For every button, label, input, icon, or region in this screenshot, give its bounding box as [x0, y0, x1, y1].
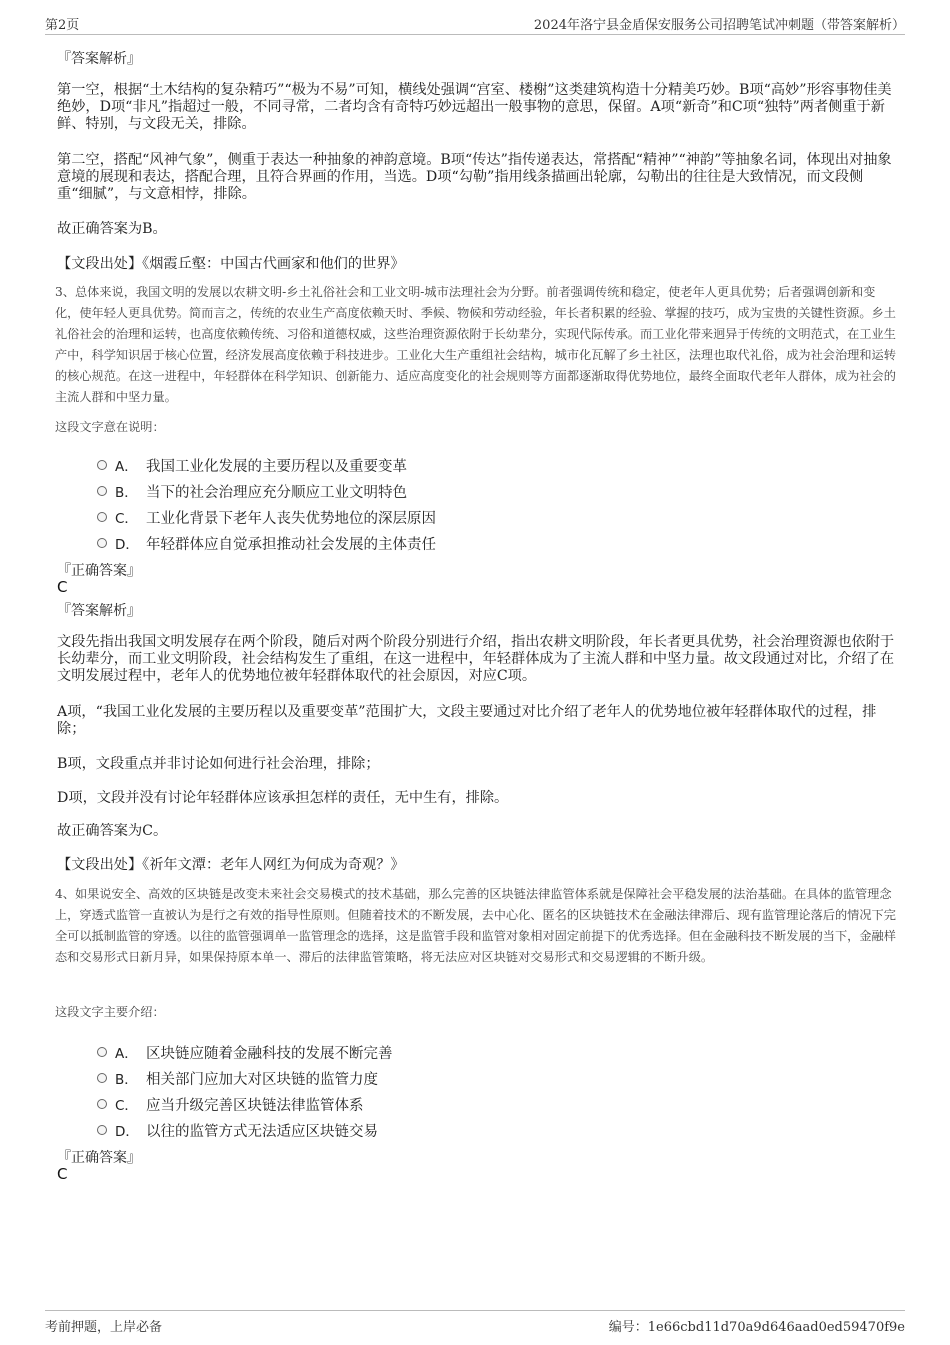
option-key: B．	[115, 1072, 138, 1088]
option-key: A．	[115, 459, 138, 475]
radio-icon[interactable]	[97, 512, 107, 522]
option-text: 以往的监管方式无法适应区块链交易	[146, 1124, 378, 1140]
q3-analysis-para4: D项，文段并没有讨论年轻群体应该承担怎样的责任，无中生有，排除。	[57, 790, 509, 806]
q3-answer: C	[57, 578, 68, 596]
option-text: 我国工业化发展的主要历程以及重要变革	[146, 459, 407, 475]
option-text: 应当升级完善区块链法律监管体系	[146, 1098, 364, 1114]
page-header	[45, 14, 905, 35]
q4-option-b[interactable]	[97, 1068, 857, 1088]
q4-prompt: 这段文字主要介绍：	[55, 1005, 165, 1019]
option-key: C．	[115, 511, 138, 527]
radio-icon[interactable]	[97, 1099, 107, 1109]
document-title: 2024年洛宁县金盾保安服务公司招聘笔试冲刺题（带答案解析）	[533, 18, 905, 33]
q2-source: 【文段出处】《烟霞丘壑：中国古代画家和他们的世界》	[57, 256, 405, 272]
q3-option-c[interactable]	[97, 507, 857, 527]
q3-option-b[interactable]	[97, 481, 857, 501]
option-key: A．	[115, 1046, 138, 1062]
q2-analysis-label: 『答案解析』	[57, 51, 141, 67]
q3-option-a[interactable]	[97, 455, 857, 475]
option-key: D．	[115, 537, 139, 553]
page-footer	[45, 1310, 905, 1335]
q3-analysis-para3: B项，文段重点并非讨论如何进行社会治理，排除；	[57, 756, 380, 772]
q4-answer-label: 『正确答案』	[57, 1150, 141, 1166]
q3-analysis-para1: 文段先指出我国文明发展存在两个阶段，随后对两个阶段分别进行介绍，指出农耕文明阶段，年长者更具优势，社会治理资源也依附于长幼辈分，而工业文明阶段，社会结构发生了重组，在这一进程中，年轻群体成为了主流人群和中坚力量。故文段通过对比，介绍了在文明发展过程中，老年人的优势地位被年轻群体取代的社会原因，对应C项。	[57, 634, 895, 684]
q3-source: 【文段出处】《祈年文潭：老年人网红为何成为奇观？》	[57, 857, 405, 873]
option-text: 当下的社会治理应充分顺应工业文明特色	[146, 485, 407, 501]
q2-analysis-para2: 第二空，搭配“风神气象”，侧重于表达一种抽象的神韵意境。B项“传达”指传递表达，常搭配“精神”“神韵”等抽象名词，体现出对抽象意境的展现和表达，搭配合理，且符合界画的作用，当选。D项“勾勒”指用线条描画出轮廓，勾勒出的往往是大致情况，而文段侧重“细腻”，与文意相悖，排除。	[57, 152, 892, 202]
radio-icon[interactable]	[97, 1047, 107, 1057]
q3-conclusion: 故正确答案为C。	[57, 823, 168, 839]
q4-answer: C	[57, 1165, 68, 1183]
q2-conclusion: 故正确答案为B。	[57, 221, 167, 237]
option-key: C．	[115, 1098, 138, 1114]
q3-analysis-label: 『答案解析』	[57, 603, 141, 619]
option-text: 区块链应随着金融科技的发展不断完善	[146, 1046, 393, 1062]
q4-option-a[interactable]	[97, 1042, 857, 1062]
page-number: 第2页	[45, 18, 80, 33]
q3-prompt: 这段文字意在说明：	[55, 420, 165, 434]
radio-icon[interactable]	[97, 460, 107, 470]
option-text: 工业化背景下老年人丧失优势地位的深层原因	[146, 511, 436, 527]
q3-analysis-para2: A项，“我国工业化发展的主要历程以及重要变革”范围扩大，文段主要通过对比介绍了老年人的优势地位被年轻群体取代的过程，排除；	[57, 704, 877, 737]
document-id: 编号：1e66cbd11d70a9d646aad0ed59470f9e	[608, 1320, 905, 1335]
footer-slogan: 考前押题，上岸必备	[45, 1320, 163, 1335]
option-text: 相关部门应加大对区块链的监管力度	[146, 1072, 378, 1088]
q3-answer-label: 『正确答案』	[57, 563, 141, 579]
option-text: 年轻群体应自觉承担推动社会发展的主体责任	[146, 537, 436, 553]
q3-option-d[interactable]	[97, 533, 857, 553]
radio-icon[interactable]	[97, 1125, 107, 1135]
q4-option-c[interactable]	[97, 1094, 857, 1114]
option-key: D．	[115, 1124, 139, 1140]
radio-icon[interactable]	[97, 486, 107, 496]
option-key: B．	[115, 485, 138, 501]
q4-passage: 4、如果说安全、高效的区块链是改变未来社会交易模式的技术基础，那么完善的区块链法律监管体系就是保障社会平稳发展的法治基础。在具体的监管理念上，穿透式监管一直被认为是行之有效的指导性原则。但随着技术的不断发展，去中心化、匿名的区块链技术在金融法律滞后、现有监管理论落后的情况下完全可以抵制监管的穿透。以往的监管强调单一监管理念的选择，这是监管手段和监管对象相对固定前提下的优秀选择。但在金融科技不断发展的当下，金融样态和交易形式日新月异，如果保持原本单一、滞后的法律监管策略，将无法应对区块链对交易形式和交易逻辑的不断升级。	[55, 887, 896, 964]
q4-option-d[interactable]	[97, 1120, 857, 1140]
q2-analysis-para1: 第一空，根据“土木结构的复杂精巧”“极为不易”可知，横线处强调“宫室、楼榭”这类建筑构造十分精美巧妙。B项“高妙”形容事物佳美绝妙，D项“非凡”指超过一般，不同寻常，二者均含有奇特巧妙远超出一般事物的意思，保留。A项“新奇”和C项“独特”两者侧重于新鲜、特别，与文段无关，排除。	[57, 82, 892, 132]
radio-icon[interactable]	[97, 538, 107, 548]
radio-icon[interactable]	[97, 1073, 107, 1083]
q3-passage: 3、总体来说，我国文明的发展以农耕文明-乡土礼俗社会和工业文明-城市法理社会为分野。前者强调传统和稳定，使老年人更具优势；后者强调创新和变化，使年轻人更具优势。简而言之，传统的农业生产高度依赖天时、季候、物候和劳动经验，年长者积累的经验、掌握的技巧，成为宝贵的关键性资源。乡土礼俗社会的治理和运转，也高度依赖传统、习俗和道德权威，这些治理资源依附于长幼辈分，实现代际传承。而工业化带来迥异于传统的文明范式，在工业生产中，科学知识居于核心位置，经济发展高度依赖于科技进步。工业化大生产重组社会结构，城市化瓦解了乡土社区，法理也取代礼俗，成为社会治理和运转的核心规范。在这一进程中，年轻群体在科学知识、创新能力、适应高度变化的社会规则等方面都逐渐取得优势地位，最终全面取代老年人群体，成为社会的主流人群和中坚力量。	[55, 285, 896, 404]
